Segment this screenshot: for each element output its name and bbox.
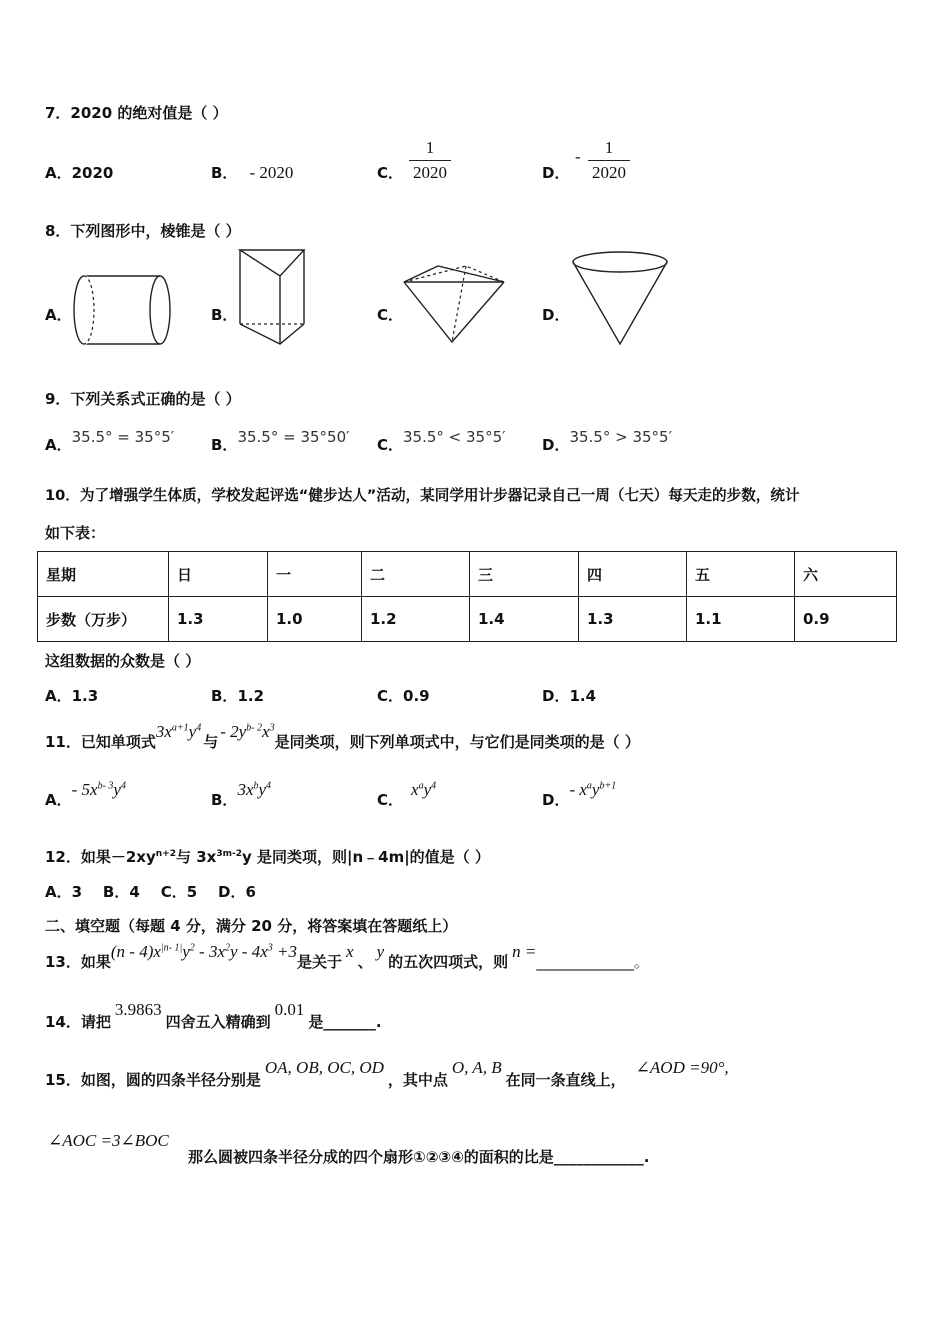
expr-sup: 3 — [269, 722, 275, 734]
answer-blank[interactable]: 是_______. — [308, 1013, 382, 1031]
option-expr — [411, 780, 436, 799]
table-header-cell: 五 — [687, 552, 795, 597]
q12-part: 12．如果－2xy — [45, 848, 156, 866]
table-header-cell: 四 — [579, 552, 687, 597]
q8-option-d-label: D． — [542, 306, 570, 324]
q13-text: 是关于 — [297, 953, 343, 971]
fraction-bar — [409, 160, 451, 161]
q15-prefix: 15．如图，圆的四条半径分别是 — [45, 1071, 261, 1089]
option-value: - 2020 — [249, 163, 294, 182]
option-value: 35.5° > 35°5′ — [569, 428, 672, 446]
table-row — [38, 597, 897, 642]
answer-blank[interactable]: _____________。 — [536, 953, 649, 971]
expr-base: x — [262, 722, 270, 741]
option-label: B． — [211, 791, 238, 809]
numerator: 1 — [604, 138, 614, 157]
q13-polynomial — [111, 942, 297, 961]
table-cell: 1.3 — [579, 597, 687, 642]
q13-var-y: y — [376, 942, 385, 961]
option-label: C． — [377, 791, 404, 809]
expr-sup: 4 — [266, 780, 272, 792]
q10-option-c — [377, 685, 430, 706]
q12-sup: n+2 — [155, 849, 176, 859]
table-cell: 1.4 — [470, 597, 579, 642]
q11-stem — [45, 722, 640, 752]
q11-option-d — [542, 780, 616, 810]
q11-suffix: 是同类项，则下列单项式中，与它们是同类项的是（ ） — [274, 733, 640, 751]
option-value: 1.4 — [569, 687, 597, 705]
q12-part: y 是同类项，则|n﹣4m|的值是（ ） — [241, 848, 490, 866]
table-header-cell: 星期 — [38, 552, 169, 597]
option-label: D． — [542, 687, 570, 705]
q7-option-c-label: C． — [377, 164, 404, 182]
q7-option-d-label: D． — [542, 164, 570, 182]
expr-sup: 2 — [189, 942, 195, 954]
q11-option-b — [211, 780, 271, 810]
q10-question: 这组数据的众数是（ ） — [45, 652, 201, 670]
q10-stem-line2: 如下表： — [45, 524, 106, 542]
q7-option-b — [211, 162, 293, 183]
option-label: B． — [211, 164, 238, 182]
expr-sup: 4 — [196, 722, 202, 734]
q7-option-d-sign: - — [575, 147, 581, 166]
q8-option-b-label: B． — [211, 306, 238, 324]
q9-option-d — [542, 428, 672, 455]
q9-option-a — [45, 428, 174, 455]
expr-sup: b- 2 — [246, 722, 263, 734]
expr-base: y — [113, 780, 121, 799]
expr-base: y — [591, 780, 600, 799]
table-cell: 1.0 — [268, 597, 362, 642]
section-heading: 二、填空题（每题 4 分，满分 20 分，将答案填在答题纸上） — [45, 917, 458, 935]
table-cell: 1.3 — [169, 597, 268, 642]
table-row — [38, 552, 897, 597]
expr-base: (n - 4)x — [110, 942, 161, 961]
option-value: 35.5° = 35°50′ — [237, 428, 350, 446]
option-expr — [72, 780, 126, 799]
q7-stem: 7．2020 的绝对值是（ ） — [45, 104, 228, 122]
q9-option-c — [377, 428, 506, 455]
q14-stem — [45, 1000, 382, 1032]
triangular-prism-figure — [236, 248, 308, 348]
expr-base: x — [411, 780, 419, 799]
option-value: 35.5° < 35°5′ — [403, 428, 506, 446]
option-label: A． — [45, 164, 72, 182]
q7-option-c-fraction — [409, 138, 451, 183]
q13-sep: 、 — [357, 953, 373, 971]
expr-sup: a — [586, 780, 592, 792]
expr-base: 3x — [237, 780, 254, 799]
q13-stem — [45, 942, 649, 972]
table-cell: 步数（万步） — [38, 597, 169, 642]
expr-sup: a — [418, 780, 424, 792]
q15-text: ，其中点 — [387, 1071, 448, 1089]
option-value: 1.3 — [71, 687, 99, 705]
numerator: 1 — [425, 138, 435, 157]
q11-prefix: 11．已知单项式 — [45, 733, 156, 751]
expr-base: y - 4x — [230, 942, 268, 961]
denominator: 2020 — [592, 163, 626, 182]
q10-option-b — [211, 685, 264, 706]
expr-sup: b — [253, 780, 259, 792]
expr-base: y — [423, 780, 432, 799]
q15-text: 在同一条直线上， — [505, 1071, 626, 1089]
option-label: B． — [211, 687, 238, 705]
option-label: D． — [542, 436, 570, 454]
expr-sup: b+1 — [599, 780, 617, 792]
expr-sup: 4 — [120, 780, 126, 792]
q15-stem-line1 — [45, 1058, 729, 1090]
table-cell: 0.9 — [795, 597, 897, 642]
expr-sup: 4 — [431, 780, 437, 792]
cone-figure — [570, 250, 670, 348]
steps-table — [37, 551, 897, 642]
expr-sup: 3 — [267, 942, 273, 954]
option-label: D． — [542, 791, 570, 809]
q11-expr1 — [156, 722, 201, 741]
expr-base: - 2y — [220, 722, 247, 741]
table-header-cell: 三 — [470, 552, 579, 597]
option-label: B． — [211, 436, 238, 454]
table-cell: 1.2 — [362, 597, 470, 642]
expr-base: - 3x — [194, 942, 225, 961]
option-label: C． — [377, 687, 404, 705]
q12-part: 与 3x — [175, 848, 217, 866]
expr-base: +3 — [272, 942, 297, 961]
option-value: 1.2 — [237, 687, 265, 705]
option-label: A． — [45, 687, 72, 705]
expr-sup: b- 3 — [97, 780, 114, 792]
q13-var-x: x — [346, 942, 354, 961]
q10-option-a — [45, 685, 98, 706]
q15-angle-aod: ∠AOD =90°, — [635, 1058, 729, 1077]
q12-stem — [45, 846, 490, 867]
table-cell: 1.1 — [687, 597, 795, 642]
q14-precision: 0.01 — [274, 1000, 305, 1019]
q9-stem: 9．下列关系式正确的是（ ） — [45, 390, 241, 408]
q13-text: 的五次四项式，则 — [388, 953, 509, 971]
q9-option-b — [211, 428, 350, 455]
q8-stem: 8．下列图形中，棱锥是（ ） — [45, 222, 241, 240]
expr-base: y — [188, 722, 197, 741]
q14-text: 四舍五入精确到 — [165, 1013, 271, 1031]
expr-sup: a+1 — [171, 722, 189, 734]
option-label: C． — [377, 436, 404, 454]
q12-sup: 3m-2 — [216, 849, 242, 859]
expr-base: y — [182, 942, 190, 961]
q14-number: 3.9863 — [114, 1000, 162, 1019]
expr-base: 3x — [155, 722, 172, 741]
q11-option-a — [45, 780, 126, 810]
q15-radii: OA, OB, OC, OD — [264, 1058, 384, 1077]
table-header-cell: 一 — [268, 552, 362, 597]
table-header-cell: 日 — [169, 552, 268, 597]
expr-sup: 2 — [225, 942, 230, 954]
q11-expr2 — [220, 722, 274, 741]
option-value: 2020 — [71, 164, 114, 182]
expr-sup: |n- 1| — [160, 942, 183, 954]
q14-prefix: 14．请把 — [45, 1013, 111, 1031]
q12-options: A．3 B．4 C．5 D．6 — [45, 883, 256, 901]
option-value: 0.9 — [403, 687, 430, 705]
q8-option-c-label: C． — [377, 306, 404, 324]
cylinder-figure — [72, 270, 172, 350]
q11-option-c — [377, 780, 436, 810]
q15-stem-line2: 那么圆被四条半径分成的四个扇形①②③④的面积的比是____________. — [188, 1148, 650, 1166]
fraction-bar — [588, 160, 630, 161]
expr-base: y — [258, 780, 267, 799]
q10-option-d — [542, 685, 596, 706]
triangular-pyramid-figure — [402, 262, 506, 348]
q13-prefix: 13．如果 — [45, 953, 111, 971]
q7-option-d-fraction — [588, 138, 630, 183]
q13-var-n: n = — [512, 942, 537, 961]
table-header-cell: 六 — [795, 552, 897, 597]
q7-option-a — [45, 162, 113, 183]
option-expr — [569, 780, 616, 799]
option-expr — [237, 780, 271, 799]
q15-points: O, A, B — [451, 1058, 502, 1077]
table-header-cell: 二 — [362, 552, 470, 597]
option-label: A． — [45, 436, 72, 454]
q10-stem-line1: 10．为了增强学生体质，学校发起评选“健步达人”活动，某同学用计步器记录自己一周（七天）每天走的步数，统计 — [45, 487, 800, 504]
expr-base: - 5x — [71, 780, 98, 799]
q15-angle-aoc: ∠AOC =3∠BOC — [48, 1131, 169, 1150]
option-label: A． — [45, 791, 72, 809]
denominator: 2020 — [413, 163, 447, 182]
option-value: 35.5° = 35°5′ — [71, 428, 175, 446]
expr-base: - x — [569, 780, 587, 799]
q11-middle: 与 — [203, 733, 219, 751]
q8-option-a-label: A． — [45, 306, 72, 324]
